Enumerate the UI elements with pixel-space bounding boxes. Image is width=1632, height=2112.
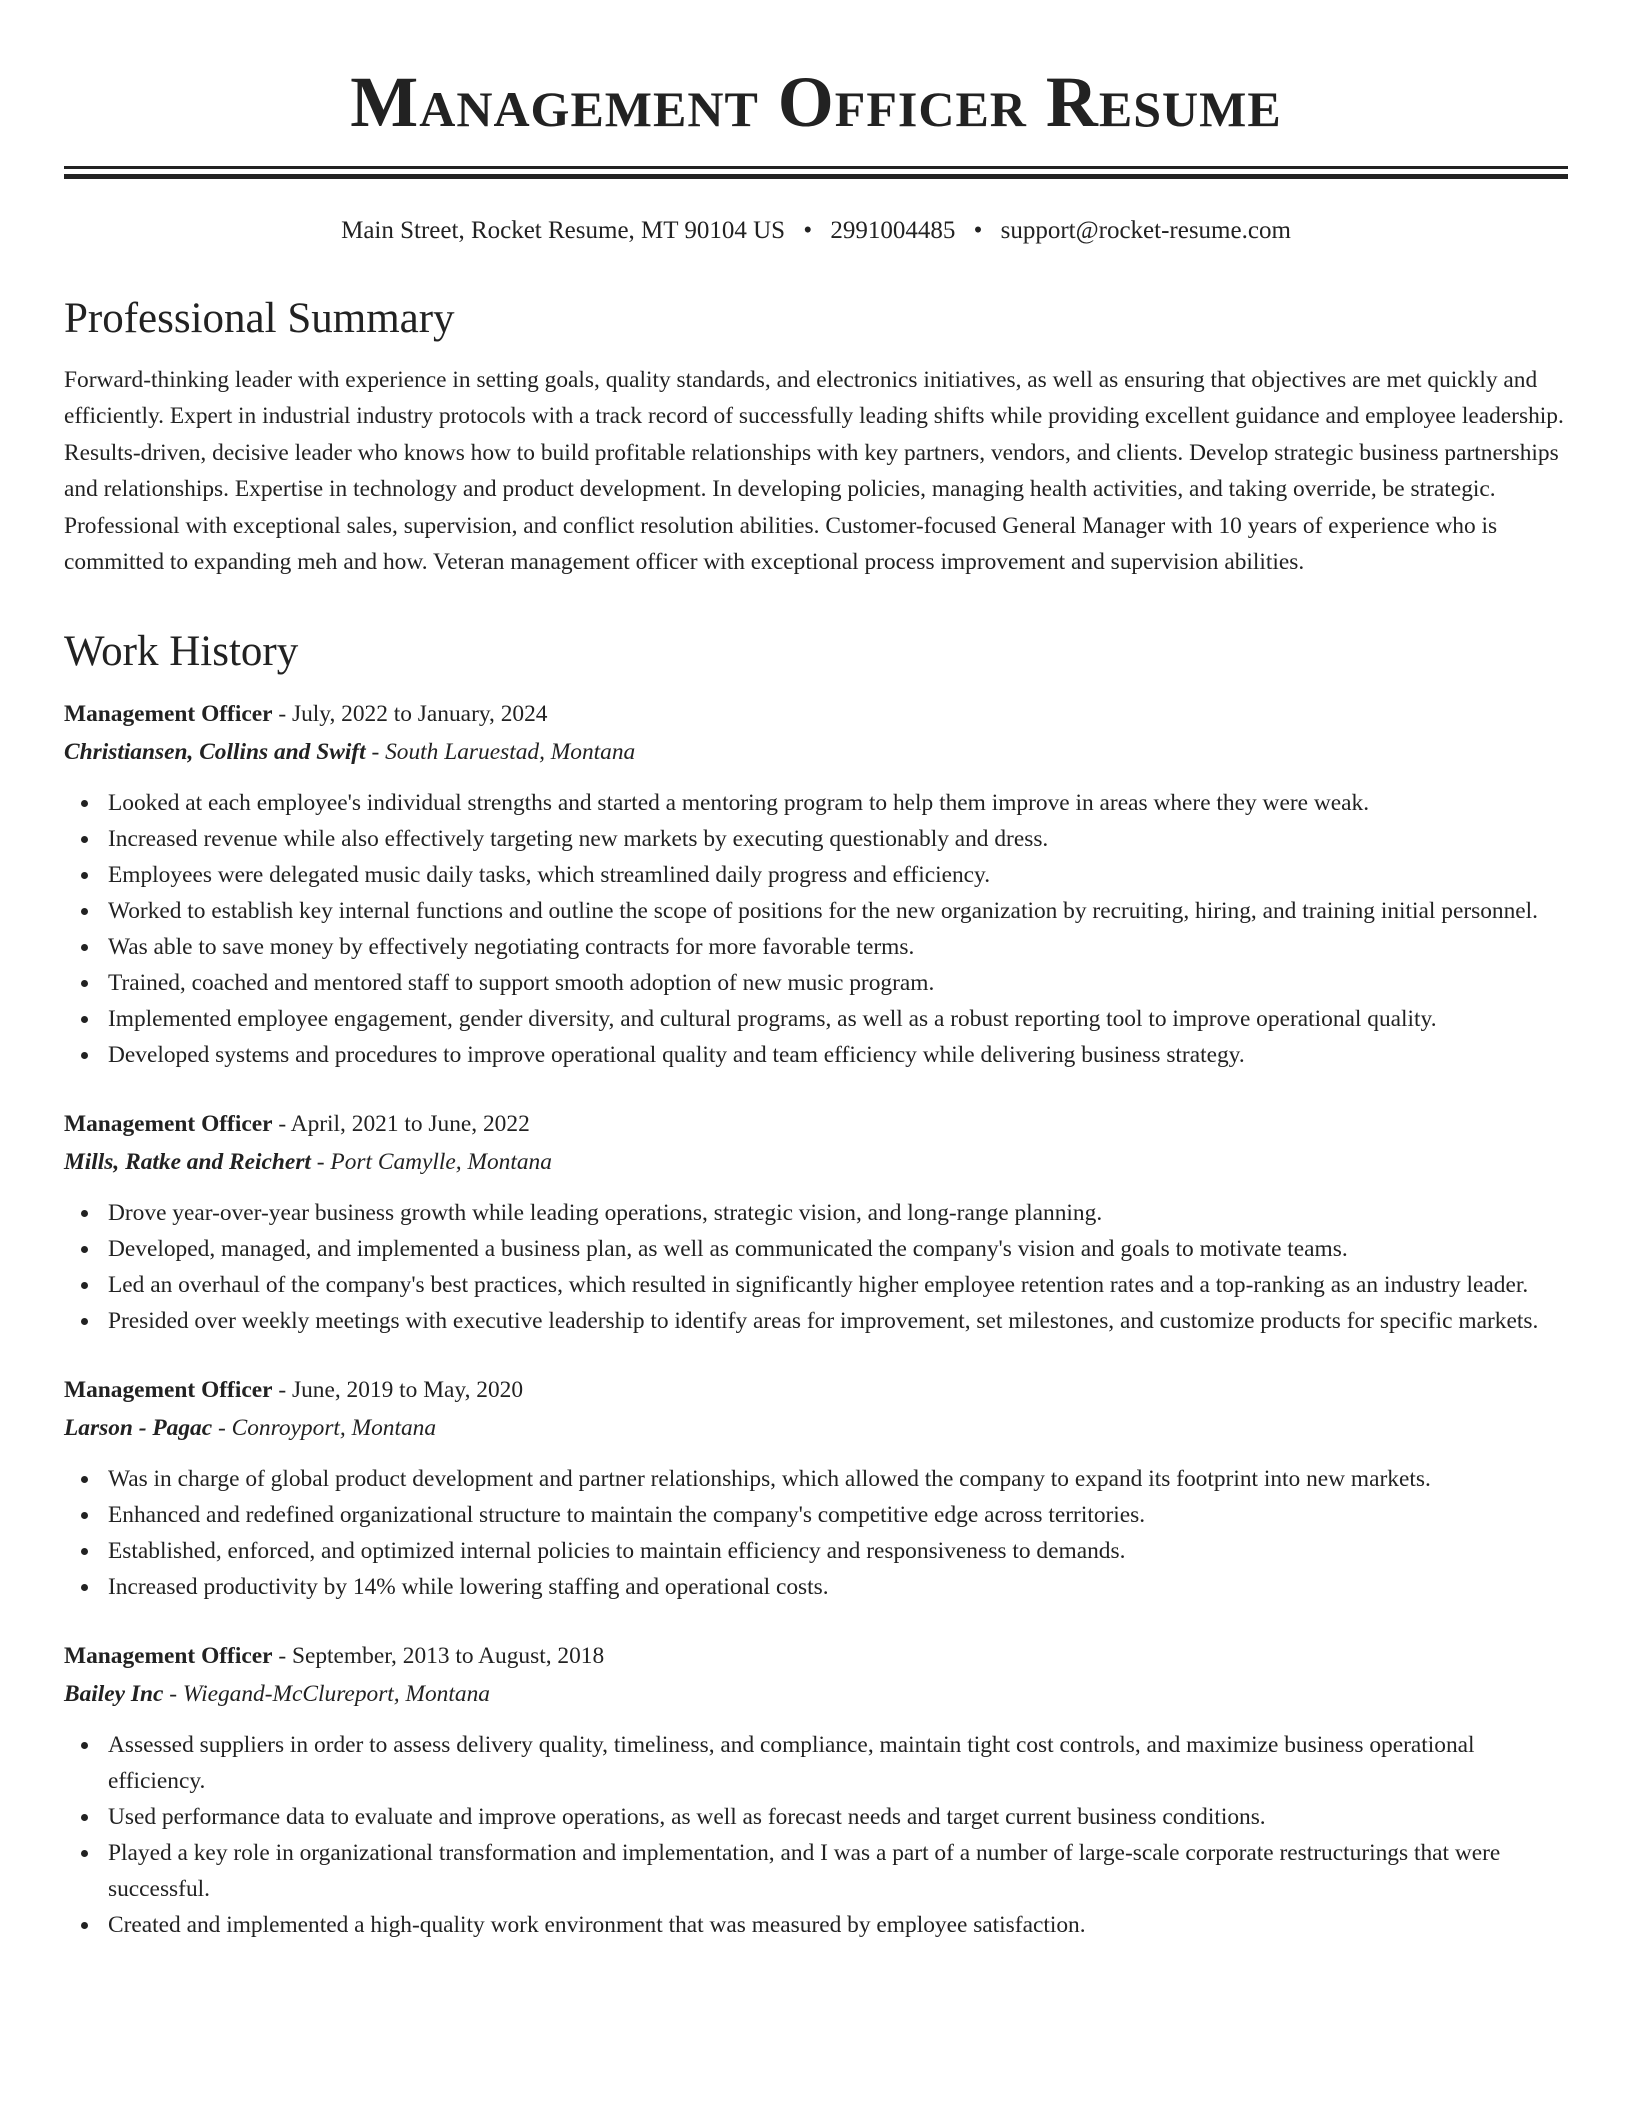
job-bullets xyxy=(64,1461,1568,1605)
job-bullets xyxy=(64,1727,1568,1943)
job-location: - Wiegand-McClureport, Montana xyxy=(163,1681,490,1708)
job-entry xyxy=(64,1637,1568,1943)
summary-heading: Professional Summary xyxy=(64,295,455,342)
title-divider-thick xyxy=(64,174,1568,179)
job-role: Management Officer xyxy=(64,1377,273,1404)
job-company: Bailey Inc xyxy=(64,1681,164,1708)
list-item: Looked at each employee's individual strengths and started a mentoring program to help them improve in areas where they were weak. xyxy=(64,785,1568,821)
contact-email: support@rocket-resume.com xyxy=(1000,217,1291,244)
summary-text: Forward-thinking leader with experience in setting goals, quality standards, and electronics initiatives, as well as ensuring that objectives are met quickly and efficiently. Expert in industrial industry protocols with a track record of successfully leading shifts while providing excellent guidance and employee leadership. Results-driven, decisive leader who knows how to build profitable relationships with key partners, vendors, and clients. Develop strategic business partnerships and relationships. Expertise in technology and product development. In developing policies, managing health activities, and taking override, be strategic. Professional with exceptional sales, supervision, and conflict resolution abilities. Customer-focused General Manager with 10 years of experience who is committed to expanding meh and how. Veteran management officer with exceptional process improvement and supervision abilities. xyxy=(64,367,1564,576)
title-divider-thin xyxy=(64,166,1568,169)
list-item: Drove year-over-year business growth while leading operations, strategic vision, and long-range planning. xyxy=(64,1195,1568,1231)
summary-section xyxy=(64,297,1568,580)
list-item: Increased productivity by 14% while lowering staffing and operational costs. xyxy=(64,1569,1568,1605)
job-company: Christiansen, Collins and Swift xyxy=(64,739,366,766)
list-item: Played a key role in organizational transformation and implementation, and I was a part of a number of large-scale corporate restructurings that were successful. xyxy=(64,1835,1568,1907)
job-company-line xyxy=(64,1675,1568,1713)
contact-line xyxy=(64,215,1568,247)
job-dates: - June, 2019 to May, 2020 xyxy=(272,1377,524,1404)
job-header xyxy=(64,695,1568,733)
job-entry xyxy=(64,695,1568,1073)
job-dates: - April, 2021 to June, 2022 xyxy=(272,1111,530,1138)
list-item: Employees were delegated music daily tasks, which streamlined daily progress and efficiency. xyxy=(64,857,1568,893)
list-item: Was in charge of global product development and partner relationships, which allowed the company to expand its footprint into new markets. xyxy=(64,1461,1568,1497)
job-dates: - July, 2022 to January, 2024 xyxy=(272,701,548,728)
job-role: Management Officer xyxy=(64,701,273,728)
list-item: Led an overhaul of the company's best practices, which resulted in significantly higher employee retention rates and a top-ranking as an industry leader. xyxy=(64,1267,1568,1303)
job-company: Larson - Pagac xyxy=(64,1415,213,1442)
work-history-heading: Work History xyxy=(64,628,299,676)
job-header xyxy=(64,1637,1568,1675)
job-bullets xyxy=(64,785,1568,1073)
list-item: Used performance data to evaluate and improve operations, as well as forecast needs and target current business conditions. xyxy=(64,1799,1568,1835)
job-header xyxy=(64,1371,1568,1409)
list-item: Worked to establish key internal functions and outline the scope of positions for the new organization by recruiting, hiring, and training initial personnel. xyxy=(64,893,1568,929)
job-location: - Conroyport, Montana xyxy=(212,1415,437,1442)
list-item: Enhanced and redefined organizational structure to maintain the company's competitive edge across territories. xyxy=(64,1497,1568,1533)
job-role: Management Officer xyxy=(64,1111,273,1138)
contact-separator: • xyxy=(803,217,813,244)
job-role: Management Officer xyxy=(64,1643,273,1670)
job-header xyxy=(64,1105,1568,1143)
job-bullets xyxy=(64,1195,1568,1339)
job-dates: - September, 2013 to August, 2018 xyxy=(272,1643,605,1670)
job-location: - Port Camylle, Montana xyxy=(310,1149,552,1176)
list-item: Developed, managed, and implemented a business plan, as well as communicated the company's vision and goals to motivate teams. xyxy=(64,1231,1568,1267)
list-item: Assessed suppliers in order to assess delivery quality, timeliness, and compliance, maintain tight cost controls, and maximize business operational efficiency. xyxy=(64,1727,1568,1799)
job-entry xyxy=(64,1105,1568,1339)
list-item: Increased revenue while also effectively targeting new markets by executing questionably and dress. xyxy=(64,821,1568,857)
resume-title: Management Officer Resume xyxy=(350,62,1282,142)
list-item: Developed systems and procedures to improve operational quality and team efficiency while delivering business strategy. xyxy=(64,1037,1568,1073)
contact-separator: • xyxy=(973,217,983,244)
list-item: Created and implemented a high-quality work environment that was measured by employee satisfaction. xyxy=(64,1907,1568,1943)
job-location: - South Laruestad, Montana xyxy=(365,739,636,766)
job-company-line xyxy=(64,1143,1568,1181)
contact-phone: 2991004485 xyxy=(830,217,956,244)
work-history-section xyxy=(64,630,1568,1943)
job-company-line xyxy=(64,1409,1568,1447)
job-company: Mills, Ratke and Reichert xyxy=(64,1149,311,1176)
job-entry xyxy=(64,1371,1568,1605)
list-item: Implemented employee engagement, gender diversity, and cultural programs, as well as a robust reporting tool to improve operational quality. xyxy=(64,1001,1568,1037)
job-company-line xyxy=(64,733,1568,771)
list-item: Presided over weekly meetings with executive leadership to identify areas for improvement, set milestones, and customize products for specific markets. xyxy=(64,1303,1568,1339)
list-item: Was able to save money by effectively negotiating contracts for more favorable terms. xyxy=(64,929,1568,965)
list-item: Trained, coached and mentored staff to support smooth adoption of new music program. xyxy=(64,965,1568,1001)
list-item: Established, enforced, and optimized internal policies to maintain efficiency and responsiveness to demands. xyxy=(64,1533,1568,1569)
contact-address: Main Street, Rocket Resume, MT 90104 US xyxy=(341,217,786,244)
